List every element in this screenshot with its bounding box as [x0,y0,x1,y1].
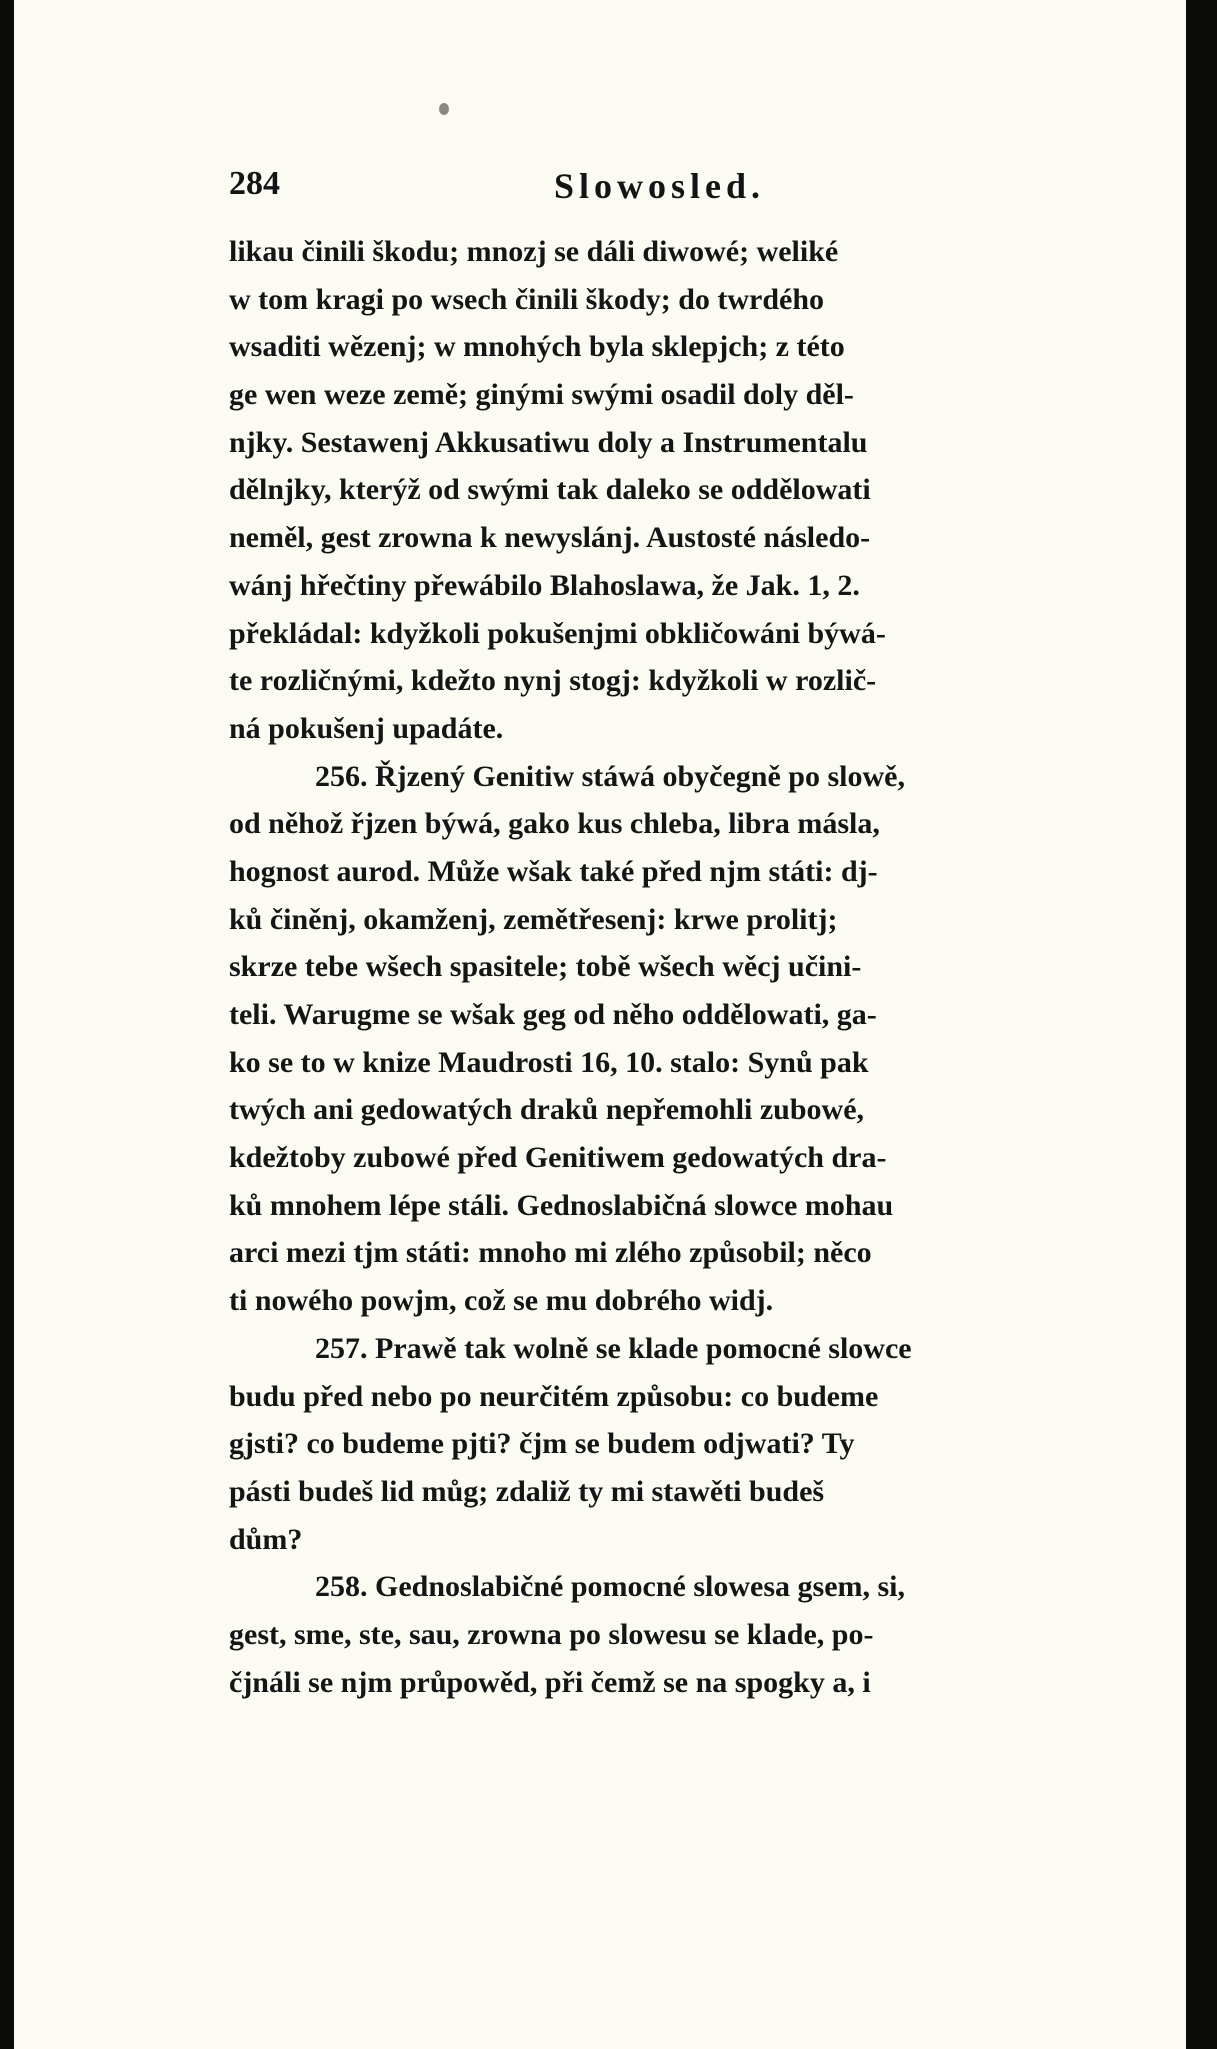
text-line: w tom kragi po wsech činili škody; do twrdého [229,282,825,316]
text-line: likau činili škodu; mnozj se dáli diwowé; weliké [229,235,839,268]
text-line: arci mezi tjm státi: mnoho mi zlého způsobil; něco [229,1236,872,1270]
section-256-start: 256. Řjzený Genitiw stáwá obyčegně po slowě, [315,759,905,793]
book-page [14,0,1186,2049]
text-line: njky. Sestawenj Akkusatiwu doly a Instrumentalu [229,425,868,459]
text-line: ti nowého powjm, což se mu dobrého widj. [229,1284,774,1318]
running-head: Slowosled. [554,166,766,206]
text-line: skrze tebe wšech spasitele; tobě wšech wěcj učini- [229,950,862,984]
page-number: 284 [229,165,280,202]
section-258-start: 258. Gednoslabičné pomocné slowesa gsem, si, [315,1570,906,1604]
text-line: dělnjky, kterýž od swými tak daleko se oddělowati [229,473,871,507]
text-line: čjnáli se njm průpowěd, při čemž se na spogky a, i [229,1665,871,1699]
text-line: překládal: kdyžkoli pokušenjmi obkličowáni býwá- [229,616,886,650]
text-line: twých ani gedowatých draků nepřemohli zubowé, [229,1093,865,1127]
page-header [229,165,1149,215]
text-line: pásti budeš lid můg; zdaliž ty mi stawěti budeš [229,1474,825,1508]
text-line: ge wen weze země; ginými swými osadil doly děl- [229,378,854,412]
text-line: ků mnohem lépe stáli. Gednoslabičná slowce mohau [229,1188,894,1222]
text-line: gjsti? co budeme pjti? čjm se budem odjwati? Ty [229,1427,855,1461]
text-line: ko se to w knize Maudrosti 16, 10. stalo: Synů pak [229,1045,869,1079]
text-line: budu před nebo po neurčitém způsobu: co budeme [229,1379,879,1413]
text-line: od něhož řjzen býwá, gako kus chleba, libra másla, [229,807,880,841]
text-line: hognost aurod. Může wšak také před njm státi: dj- [229,854,878,888]
section-257-start: 257. Prawě tak wolně se klade pomocné slowce [315,1331,912,1365]
ink-speck [439,103,449,115]
text-line: wsaditi wězenj; w mnohých byla sklepjch; z této [229,330,845,364]
text-line: neměl, gest zrowna k newyslánj. Austosté následo- [229,521,871,555]
text-line: ná pokušenj upadáte. [229,711,504,745]
body-text [229,228,1129,1706]
text-line: gest, sme, ste, sau, zrowna po slowesu se klade, po- [229,1617,874,1651]
text-line: teli. Warugme se wšak geg od něho oddělowati, ga- [229,998,877,1031]
text-line: kdežtoby zubowé před Genitiwem gedowatých dra- [229,1141,887,1175]
text-line: dům? [229,1522,303,1556]
text-line: ků činěnj, okamženj, zemětřesenj: krwe prolitj; [229,902,838,936]
text-line: te rozličnými, kdežto nynj stogj: kdyžkoli w rozlič- [229,664,877,698]
text-line: wánj hřečtiny přewábilo Blahoslawa, že Jak. 1, 2. [229,568,860,602]
